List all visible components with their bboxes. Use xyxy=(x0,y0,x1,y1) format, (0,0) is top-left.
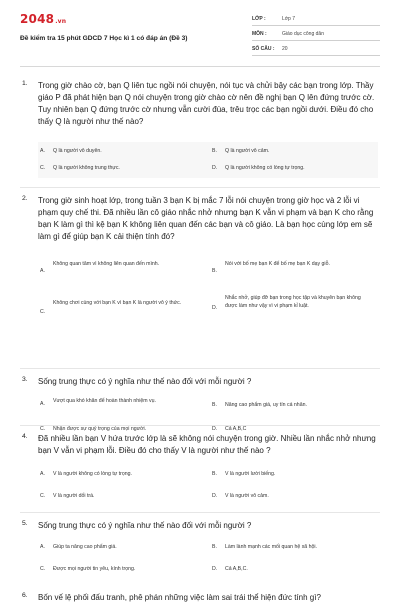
question-text: Sống trung thực có ý nghĩa như thế nào đối với mỗi người ? xyxy=(38,377,252,386)
question-number: 1. xyxy=(22,80,28,87)
meta-value: Lớp 7 xyxy=(282,16,296,22)
option-letter: A. xyxy=(40,544,45,550)
meta-value: Giáo dục công dân xyxy=(282,31,324,37)
option-letter: C. xyxy=(40,165,46,171)
option-text: V là người lười biếng. xyxy=(225,471,276,477)
option-b[interactable] xyxy=(212,261,372,291)
question-text: Trong giờ chào cờ, bạn Q liên tục ngồi nói chuyện, nói tục và chửi bậy các bạn trong lớp. Thầy giáo P đã phát hiện bạn Q nói chuyện trong giờ chào cờ nên đề nghị bạn Q lên đứng trước cờ. Tuy nhiên bạn Q đứng trước cờ nhưng vẫn cười đùa, trêu trọc các bạn ngồi dưới. Điều đó cho thấy Q là người như thế nào? xyxy=(38,81,375,126)
option-text: Không quan tâm vì không liên quan đến mình. xyxy=(53,261,160,267)
option-text: Nhận được sự quý trọng của mọi người. xyxy=(53,426,147,432)
meta-subject-row xyxy=(252,29,380,41)
question-number: 3. xyxy=(22,376,28,383)
option-text: Cả A,B,C xyxy=(225,426,247,432)
site-logo[interactable] xyxy=(20,12,66,26)
option-letter: C. xyxy=(40,426,46,432)
answer-options xyxy=(38,467,378,503)
option-text: V là người vô cảm. xyxy=(225,493,269,499)
question-text: Sống trung thực có ý nghĩa như thế nào đối với mỗi người ? xyxy=(38,521,252,530)
option-letter: D. xyxy=(212,566,218,572)
answer-options xyxy=(38,255,378,365)
option-letter: D. xyxy=(212,426,218,432)
question-number: 2. xyxy=(22,195,28,202)
option-d[interactable] xyxy=(212,295,372,329)
option-letter: B. xyxy=(212,471,217,477)
option-text: Được mọi người tin yêu, kính trọng. xyxy=(53,566,136,572)
option-text: Q là người không trung thực. xyxy=(53,165,120,171)
option-text: Q là người vô cảm. xyxy=(225,148,270,154)
option-text: Nhắc nhở, giúp đỡ bạn trong học tập và khuyên bạn không được làm như vậy vì vi phạm kỉ luật. xyxy=(225,295,361,309)
option-letter: D. xyxy=(212,165,218,171)
option-c[interactable] xyxy=(40,300,200,330)
header-divider xyxy=(20,66,380,67)
question-text: Bốn vế lệ phối đấu tranh, phê phán những việc làm sai trái thể hiện đức tính gì? xyxy=(38,593,321,602)
meta-key: MÔN : xyxy=(252,31,267,37)
meta-value: 20 xyxy=(282,46,288,52)
option-letter: A. xyxy=(40,148,45,154)
option-text: Giúp ta nâng cao phẩm giá. xyxy=(53,544,117,550)
question-divider xyxy=(20,425,380,426)
option-letter: A. xyxy=(40,401,45,407)
question-text: Đã nhiều lần bạn V hứa trước lớp là sẽ không nói chuyện trong giờ. Nhiều lần nhắc nhở nhưng bạn V vẫn vi phạm lỗi. Điều đó cho thấy V là người như thế nào ? xyxy=(38,434,376,455)
page-header xyxy=(0,0,400,64)
meta-class-row xyxy=(252,14,380,26)
question-text: Trong giờ sinh hoạt lớp, trong tuần 3 bạn K bị mắc 7 lỗi nói chuyện trong giờ học và 2 lỗi vi phạm quy chế thi. Đã nhiều lần cô giáo nhắc nhở nhưng bạn K vẫn vi phạm và bạn K cho rằng bạn K làm gì thì kệ bạn K không liên quan đến các bạn và cô giáo. Là bạn học cùng lớp em sẽ làm gì để giúp bạn K cải thiện tính đó? xyxy=(38,196,374,241)
question-divider xyxy=(20,512,380,513)
question-divider xyxy=(20,368,380,369)
option-text: Làm lành mạnh các mối quan hệ xã hội. xyxy=(225,544,317,550)
meta-key: LỚP : xyxy=(252,16,266,22)
option-letter: C. xyxy=(40,493,46,499)
option-letter: C. xyxy=(40,566,46,572)
question-divider xyxy=(20,187,380,188)
option-letter: B. xyxy=(212,402,217,408)
option-letter: A. xyxy=(40,268,45,274)
option-text: V là người không có lòng tự trọng. xyxy=(53,471,132,477)
logo-suffix: .vn xyxy=(55,18,67,25)
meta-count-row xyxy=(252,44,380,56)
option-a[interactable] xyxy=(40,261,200,291)
option-letter: B. xyxy=(212,148,217,154)
option-text: Q là người vô duyên. xyxy=(53,148,102,154)
question-number: 5. xyxy=(22,520,28,527)
option-a[interactable] xyxy=(40,398,200,418)
option-text: Q là người không có lòng tự trọng. xyxy=(225,165,305,171)
option-text: Vượt qua khó khăn để hoàn thành nhiệm vụ. xyxy=(53,398,156,404)
meta-key: SỐ CÂU : xyxy=(252,46,275,52)
document-meta xyxy=(252,14,380,59)
option-letter: D. xyxy=(212,493,218,499)
document-title: Đề kiểm tra 15 phút GDCD 7 Học kì 1 có đáp án (Đề 3) xyxy=(20,35,188,42)
option-text: Không chơi cùng với bạn K vì bạn K là người vô ý thức. xyxy=(53,300,182,306)
option-text: Nói với bố mẹ bạn K để bố mẹ bạn K dạy giỗ. xyxy=(225,261,330,267)
option-letter: D. xyxy=(212,305,218,311)
question-number: 6. xyxy=(22,592,28,599)
option-letter: C. xyxy=(40,309,46,315)
answer-options xyxy=(38,538,378,578)
question-number: 4. xyxy=(22,433,28,440)
logo-main: 2048 xyxy=(20,12,55,26)
option-text: Cả A,B,C. xyxy=(225,566,248,572)
option-letter: B. xyxy=(212,544,217,550)
option-text: V là người dối trá. xyxy=(53,493,95,499)
answer-options xyxy=(38,142,378,178)
option-letter: B. xyxy=(212,268,217,274)
option-text: Nâng cao phẩm giá, uy tín cá nhân. xyxy=(225,402,307,408)
option-letter: A. xyxy=(40,471,45,477)
